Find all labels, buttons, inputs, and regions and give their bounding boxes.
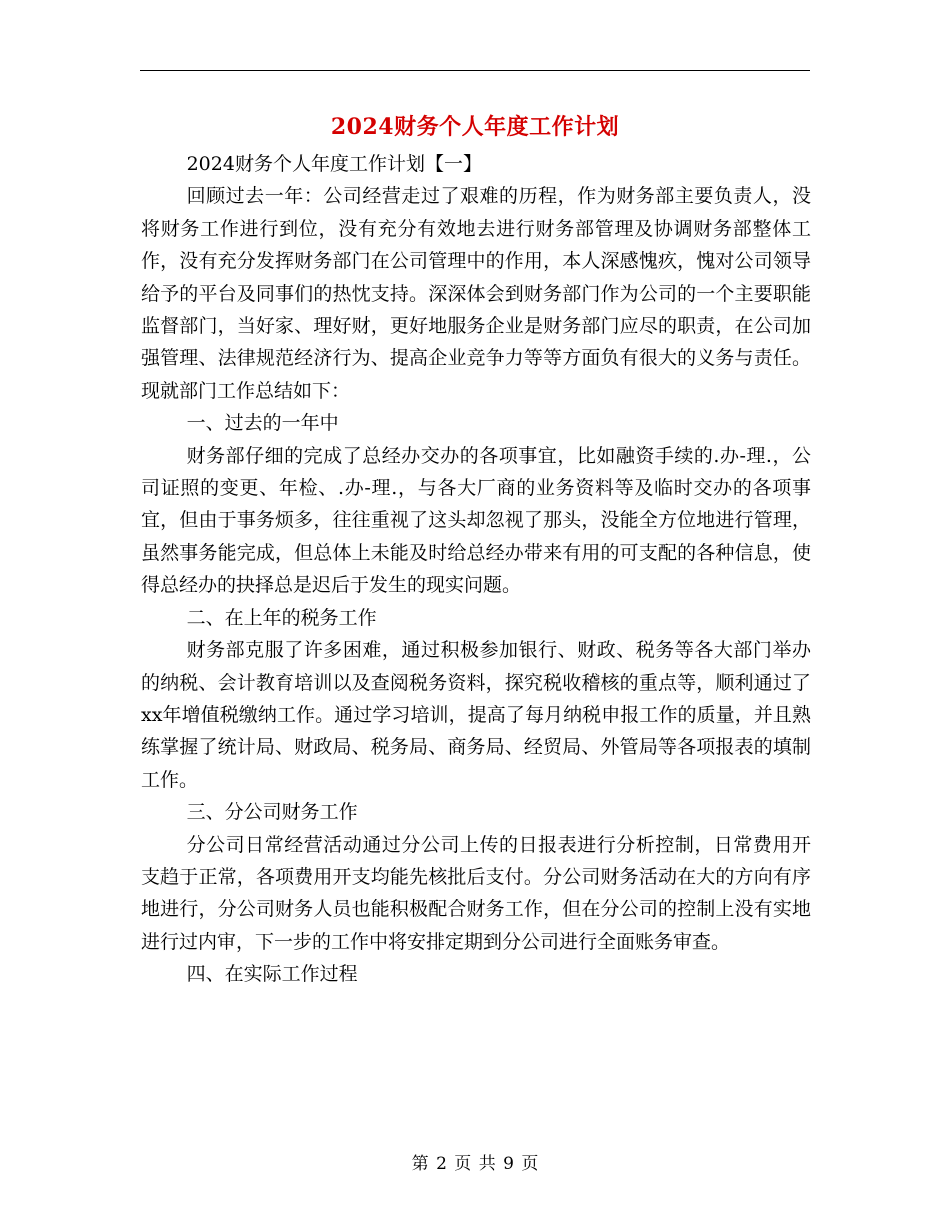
section-paragraph-2: 财务部克服了许多困难，通过积极参加银行、财政、税务等各大部门举办的纳税、会计教育培训以及查阅税务资料，探究税收稽核的重点等，顺利通过了xx年增值税缴纳工作。通过学习培训，提高了每月纳税申报工作的质量，并且熟练掌握了统计局、财政局、税务局、商务局、经贸局、外管局等各项报表的填制工作。 (141, 639, 811, 791)
section-heading-1: 一、过去的一年中 (186, 412, 339, 435)
intro-paragraph: 回顾过去一年：公司经营走过了艰难的历程，作为财务部主要负责人，没将财务工作进行到位，没有充分有效地去进行财务部管理及协调财务部整体工作，没有充分发挥财务部门在公司管理中的作用，本人深感愧疚，愧对公司领导给予的平台及同事们的热忱支持。深深体会到财务部门作为公司的一个主要职能监督部门，当好家、理好财，更好地服务企业是财务部门应尽的职责，在公司加强管理、法律规范经济行为、提高企业竞争力等等方面负有很大的义务与责任。现就部门工作总结如下： (141, 185, 811, 402)
header-rule (140, 70, 810, 71)
section-subtitle: 2024财务个人年度工作计划【一】 (186, 153, 482, 175)
section-paragraph-1: 财务部仔细的完成了总经办交办的各项事宜，比如融资手续的.办-理.，公司证照的变更、年检、.办-理.，与各大厂商的业务资料等及临时交办的各项事宜，但由于事务烦多，往往重视了这头却忽视了那头，没能全方位地进行管理，虽然事务能完成，但总体上未能及时给总经办带来有用的可支配的各种信息，使得总经办的抉择总是迟后于发生的现实问题。 (141, 444, 811, 597)
section-heading-2: 二、在上年的税务工作 (186, 606, 377, 629)
page-number: 第 2 页 共 9 页 (411, 1154, 539, 1174)
section-heading-4: 四、在实际工作过程 (186, 963, 358, 986)
document-body (141, 148, 811, 991)
section-paragraph-3: 分公司日常经营活动通过分公司上传的日报表进行分析控制，日常费用开支趋于正常，各项费用开支均能先核批后支付。分公司财务活动在大的方向有序地进行，分公司财务人员也能积极配合财务工作，但在分公司的控制上没有实地进行过内审，下一步的工作中将安排定期到分公司进行全面账务审查。 (141, 833, 811, 953)
section-heading-3: 三、分公司财务工作 (186, 801, 358, 824)
document-title: 2024财务个人年度工作计划 (330, 114, 620, 140)
